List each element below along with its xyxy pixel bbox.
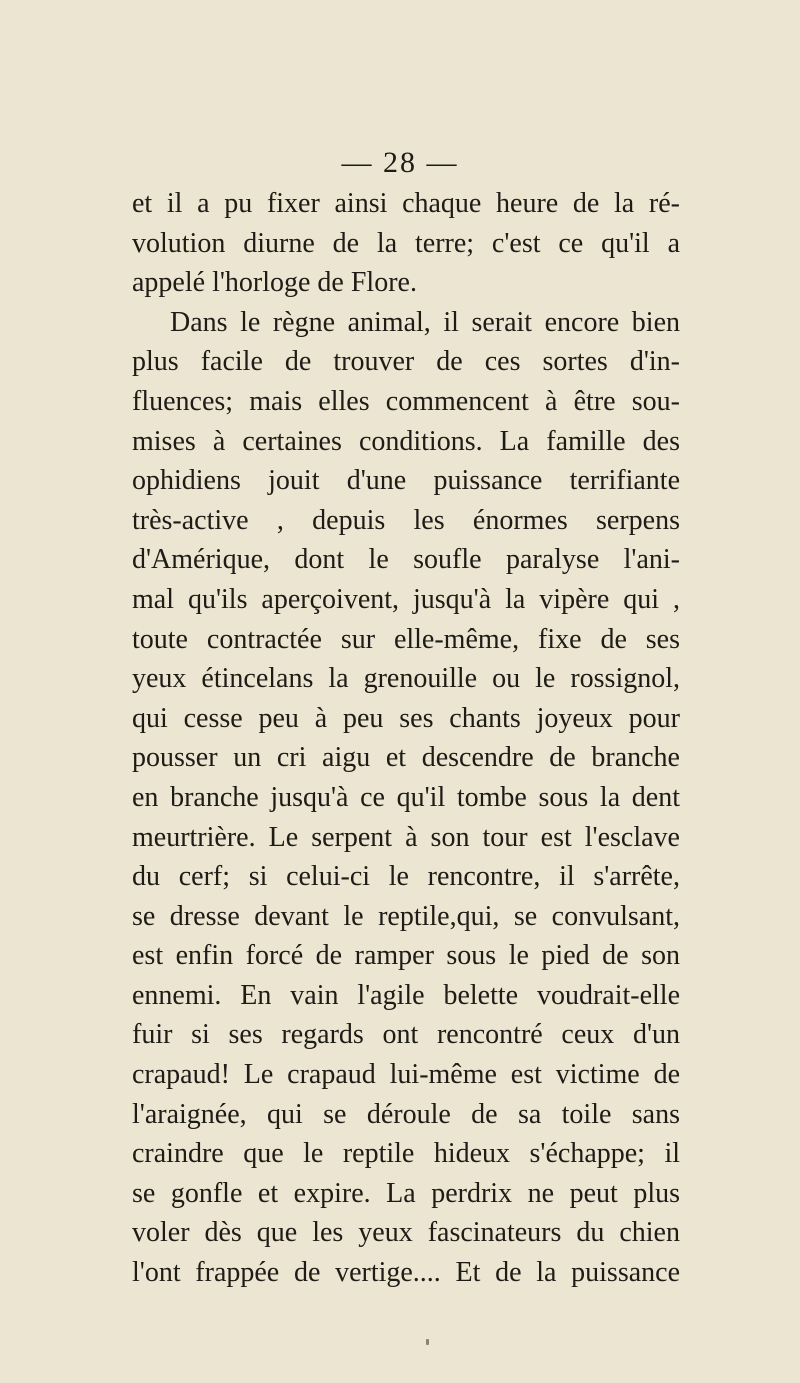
text-line: mal qu'ils aperçoivent, jusqu'à la vipère qui , xyxy=(132,583,680,615)
text-line: est enfin forcé de ramper sous le pied de son xyxy=(132,940,680,972)
text-line: plus facile de trouver de ces sortes d'in- xyxy=(132,346,680,378)
text-line: mises à certaines conditions. La famille des xyxy=(132,425,680,457)
text-line: se gonfle et expire. La perdrix ne peut plus xyxy=(132,1177,680,1209)
text-line: fuir si ses regards ont rencontré ceux d'un xyxy=(132,1019,680,1051)
text-line: qui cesse peu à peu ses chants joyeux pour xyxy=(132,702,680,734)
text-line: l'ont frappée de vertige.... Et de la puissance xyxy=(132,1257,680,1289)
text-line: du cerf; si celui-ci le rencontre, il s'arrête, xyxy=(132,861,680,893)
text-line: appelé l'horloge de Flore. xyxy=(132,267,417,299)
text-line: pousser un cri aigu et descendre de branche xyxy=(132,742,680,774)
text-line: l'araignée, qui se déroule de sa toile sans xyxy=(132,1098,680,1130)
text-line: fluences; mais elles commencent à être sou- xyxy=(132,385,680,417)
text-line: d'Amérique, dont le soufle paralyse l'ani- xyxy=(132,544,680,576)
text-line: et il a pu fixer ainsi chaque heure de la ré- xyxy=(132,188,680,219)
paper-speck xyxy=(426,1339,429,1345)
text-line: yeux étincelans la grenouille ou le rossignol, xyxy=(132,663,680,695)
text-line: se dresse devant le reptile,qui, se convulsant, xyxy=(132,900,680,932)
text-line: très-active , depuis les énormes serpens xyxy=(132,504,680,536)
text-line: en branche jusqu'à ce qu'il tombe sous la dent xyxy=(132,781,680,813)
text-line: Dans le règne animal, il serait encore bien xyxy=(170,306,680,338)
text-line: voler dès que les yeux fascinateurs du chien xyxy=(132,1217,680,1249)
page-number: — 28 — xyxy=(341,146,459,179)
text-line: toute contractée sur elle-même, fixe de ses xyxy=(132,623,680,655)
text-line: meurtrière. Le serpent à son tour est l'esclave xyxy=(132,821,680,853)
text-line: volution diurne de la terre; c'est ce qu'il a xyxy=(132,227,680,259)
text-line: ophidiens jouit d'une puissance terrifiante xyxy=(132,465,680,497)
text-line: crapaud! Le crapaud lui-même est victime de xyxy=(132,1059,680,1091)
text-line: ennemi. En vain l'agile belette voudrait-elle xyxy=(132,979,680,1011)
body-text xyxy=(132,184,680,1293)
text-line: craindre que le reptile hideux s'échappe; il xyxy=(132,1138,680,1170)
